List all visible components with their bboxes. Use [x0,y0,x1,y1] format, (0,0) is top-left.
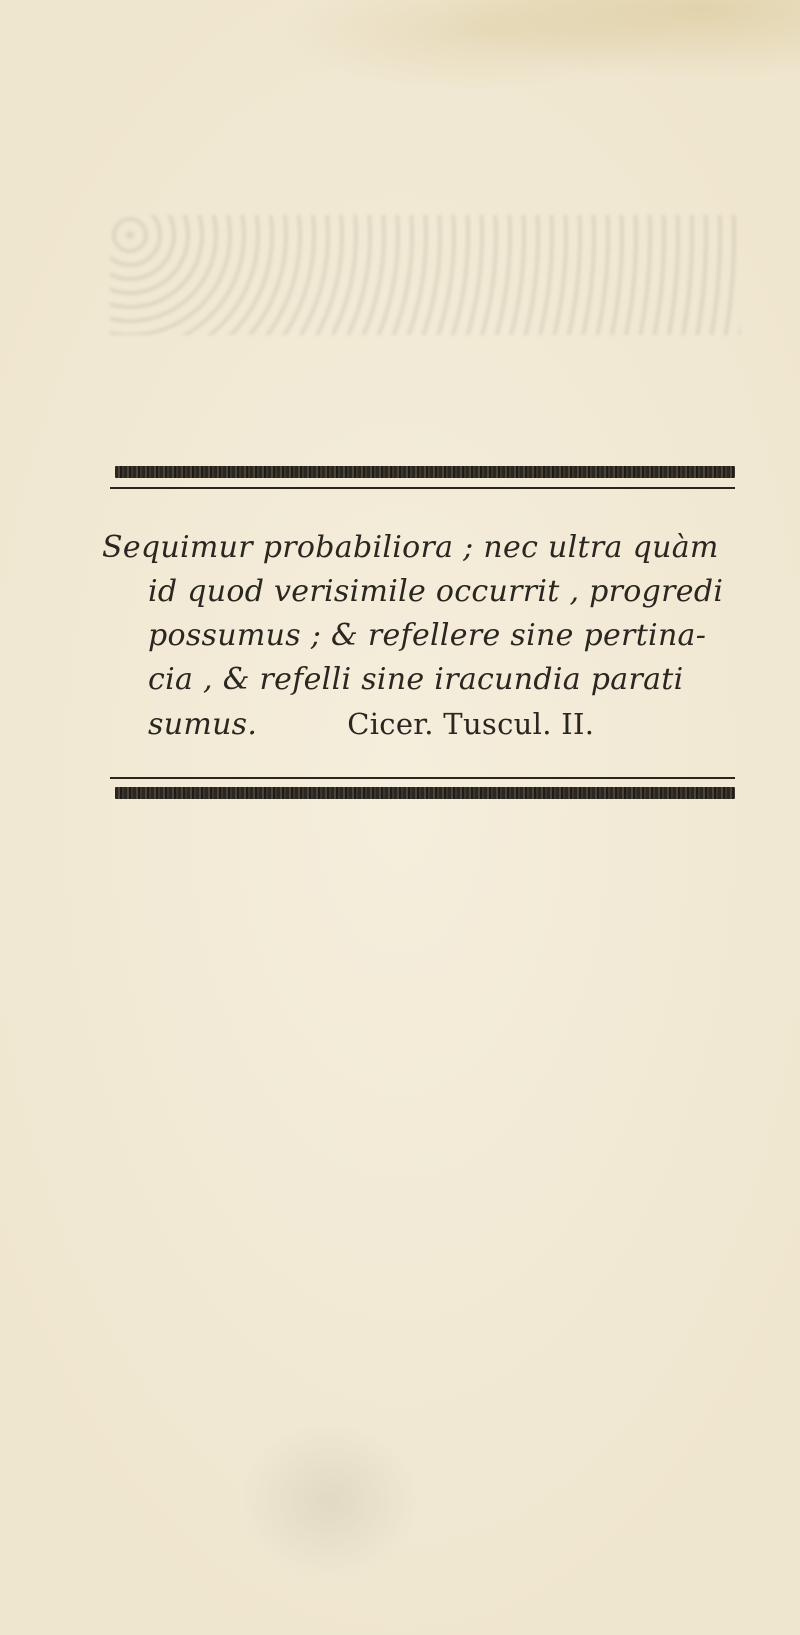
epigraph-last-line [102,702,742,747]
top-thin-rule [110,487,735,489]
epigraph-line: sumus. [148,707,258,742]
bottom-ornamental-rule [115,787,735,799]
top-ornamental-rule [115,466,735,478]
epigraph-citation: Cicer. Tuscul. II. [347,707,595,741]
bottom-thin-rule [110,777,735,779]
epigraph-line: possumus ; & refellere sine pertina- [148,618,707,653]
epigraph-line: Sequimur probabiliora ; nec ultra quàm [102,530,719,565]
epigraph-line: cia , & refelli sine iracundia parati [148,662,684,697]
epigraph-quote [102,526,742,747]
epigraph-line: id quod verisimile occurrit , progredi [148,574,724,609]
show-through-ornament [110,215,740,335]
